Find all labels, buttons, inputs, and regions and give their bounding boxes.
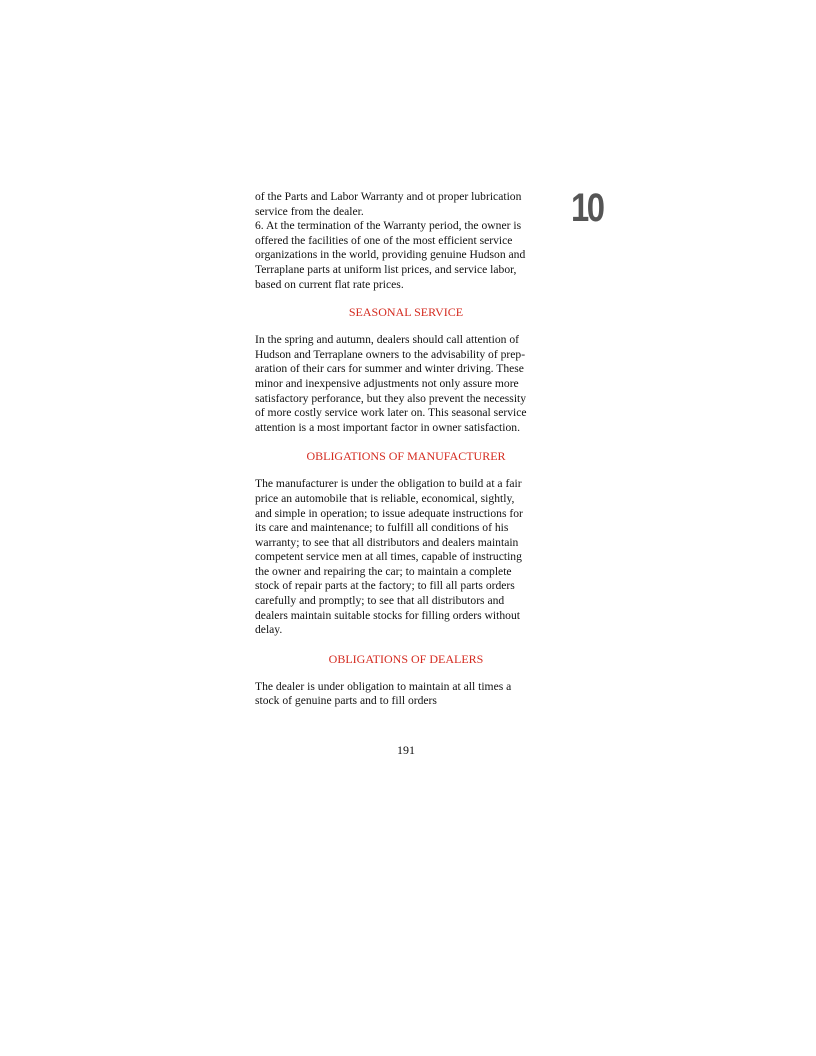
text-line: the owner and repairing the car; to maintain a complete bbox=[255, 564, 512, 578]
text-line: stock of genuine parts and to fill orders bbox=[255, 694, 437, 708]
text-line: aration of their cars for summer and winter driving. These bbox=[255, 362, 524, 376]
text-line: Hudson and Terraplane owners to the advisability of prep- bbox=[255, 347, 526, 361]
heading-obligations-of-manufacturer: OBLIGATIONS OF MANUFACTURER bbox=[306, 449, 506, 464]
text-line: and simple in operation; to issue adequate instructions for bbox=[255, 506, 523, 520]
chapter-number: 10 bbox=[571, 186, 603, 230]
text-line: dealers maintain suitable stocks for filling orders without bbox=[255, 608, 520, 622]
text-line: its care and maintenance; to fulfill all conditions of his bbox=[255, 521, 509, 535]
text-line: 6. At the termination of the Warranty period, the owner is bbox=[255, 219, 522, 233]
dealers-paragraph bbox=[255, 680, 557, 709]
text-line: of the Parts and Labor Warranty and ot proper lubrication bbox=[255, 190, 522, 203]
text-line: service from the dealer. bbox=[255, 204, 364, 218]
text-line: warranty; to see that all distributors and dealers maintain bbox=[255, 535, 519, 549]
page-number: 191 bbox=[397, 743, 415, 757]
text-line: Terraplane parts at uniform list prices, and service labor, bbox=[255, 262, 517, 276]
manufacturer-paragraph bbox=[255, 477, 557, 638]
text-line: The dealer is under obligation to maintain at all times a bbox=[255, 679, 512, 693]
text-line: offered the facilities of one of the most efficient service bbox=[255, 233, 513, 247]
text-line: The manufacturer is under the obligation to build at a fair bbox=[255, 477, 522, 491]
seasonal-service-paragraph bbox=[255, 333, 557, 435]
text-line: satisfactory perforance, but they also prevent the necessity bbox=[255, 391, 527, 405]
text-line: of more costly service work later on. This seasonal service bbox=[255, 406, 527, 420]
text-line: minor and inexpensive adjustments not only assure more bbox=[255, 376, 519, 390]
text-line: stock of repair parts at the factory; to fill all parts orders bbox=[255, 579, 515, 593]
text-line: In the spring and autumn, dealers should call attention of bbox=[255, 333, 520, 347]
heading-seasonal-service: SEASONAL SERVICE bbox=[348, 305, 464, 320]
text-column bbox=[255, 190, 557, 709]
text-line: delay. bbox=[255, 623, 283, 637]
intro-paragraph bbox=[255, 190, 557, 292]
text-line: organizations in the world, providing genuine Hudson and bbox=[255, 248, 526, 262]
heading-obligations-of-dealers: OBLIGATIONS OF DEALERS bbox=[328, 651, 484, 666]
text-line: attention is a most important factor in owner satisfaction. bbox=[255, 420, 520, 434]
text-line: based on current flat rate prices. bbox=[255, 277, 404, 291]
text-line: competent service men at all times, capable of instructing bbox=[255, 550, 522, 564]
text-line: carefully and promptly; to see that all distributors and bbox=[255, 594, 505, 608]
text-line: price an automobile that is reliable, economical, sightly, bbox=[255, 491, 515, 505]
